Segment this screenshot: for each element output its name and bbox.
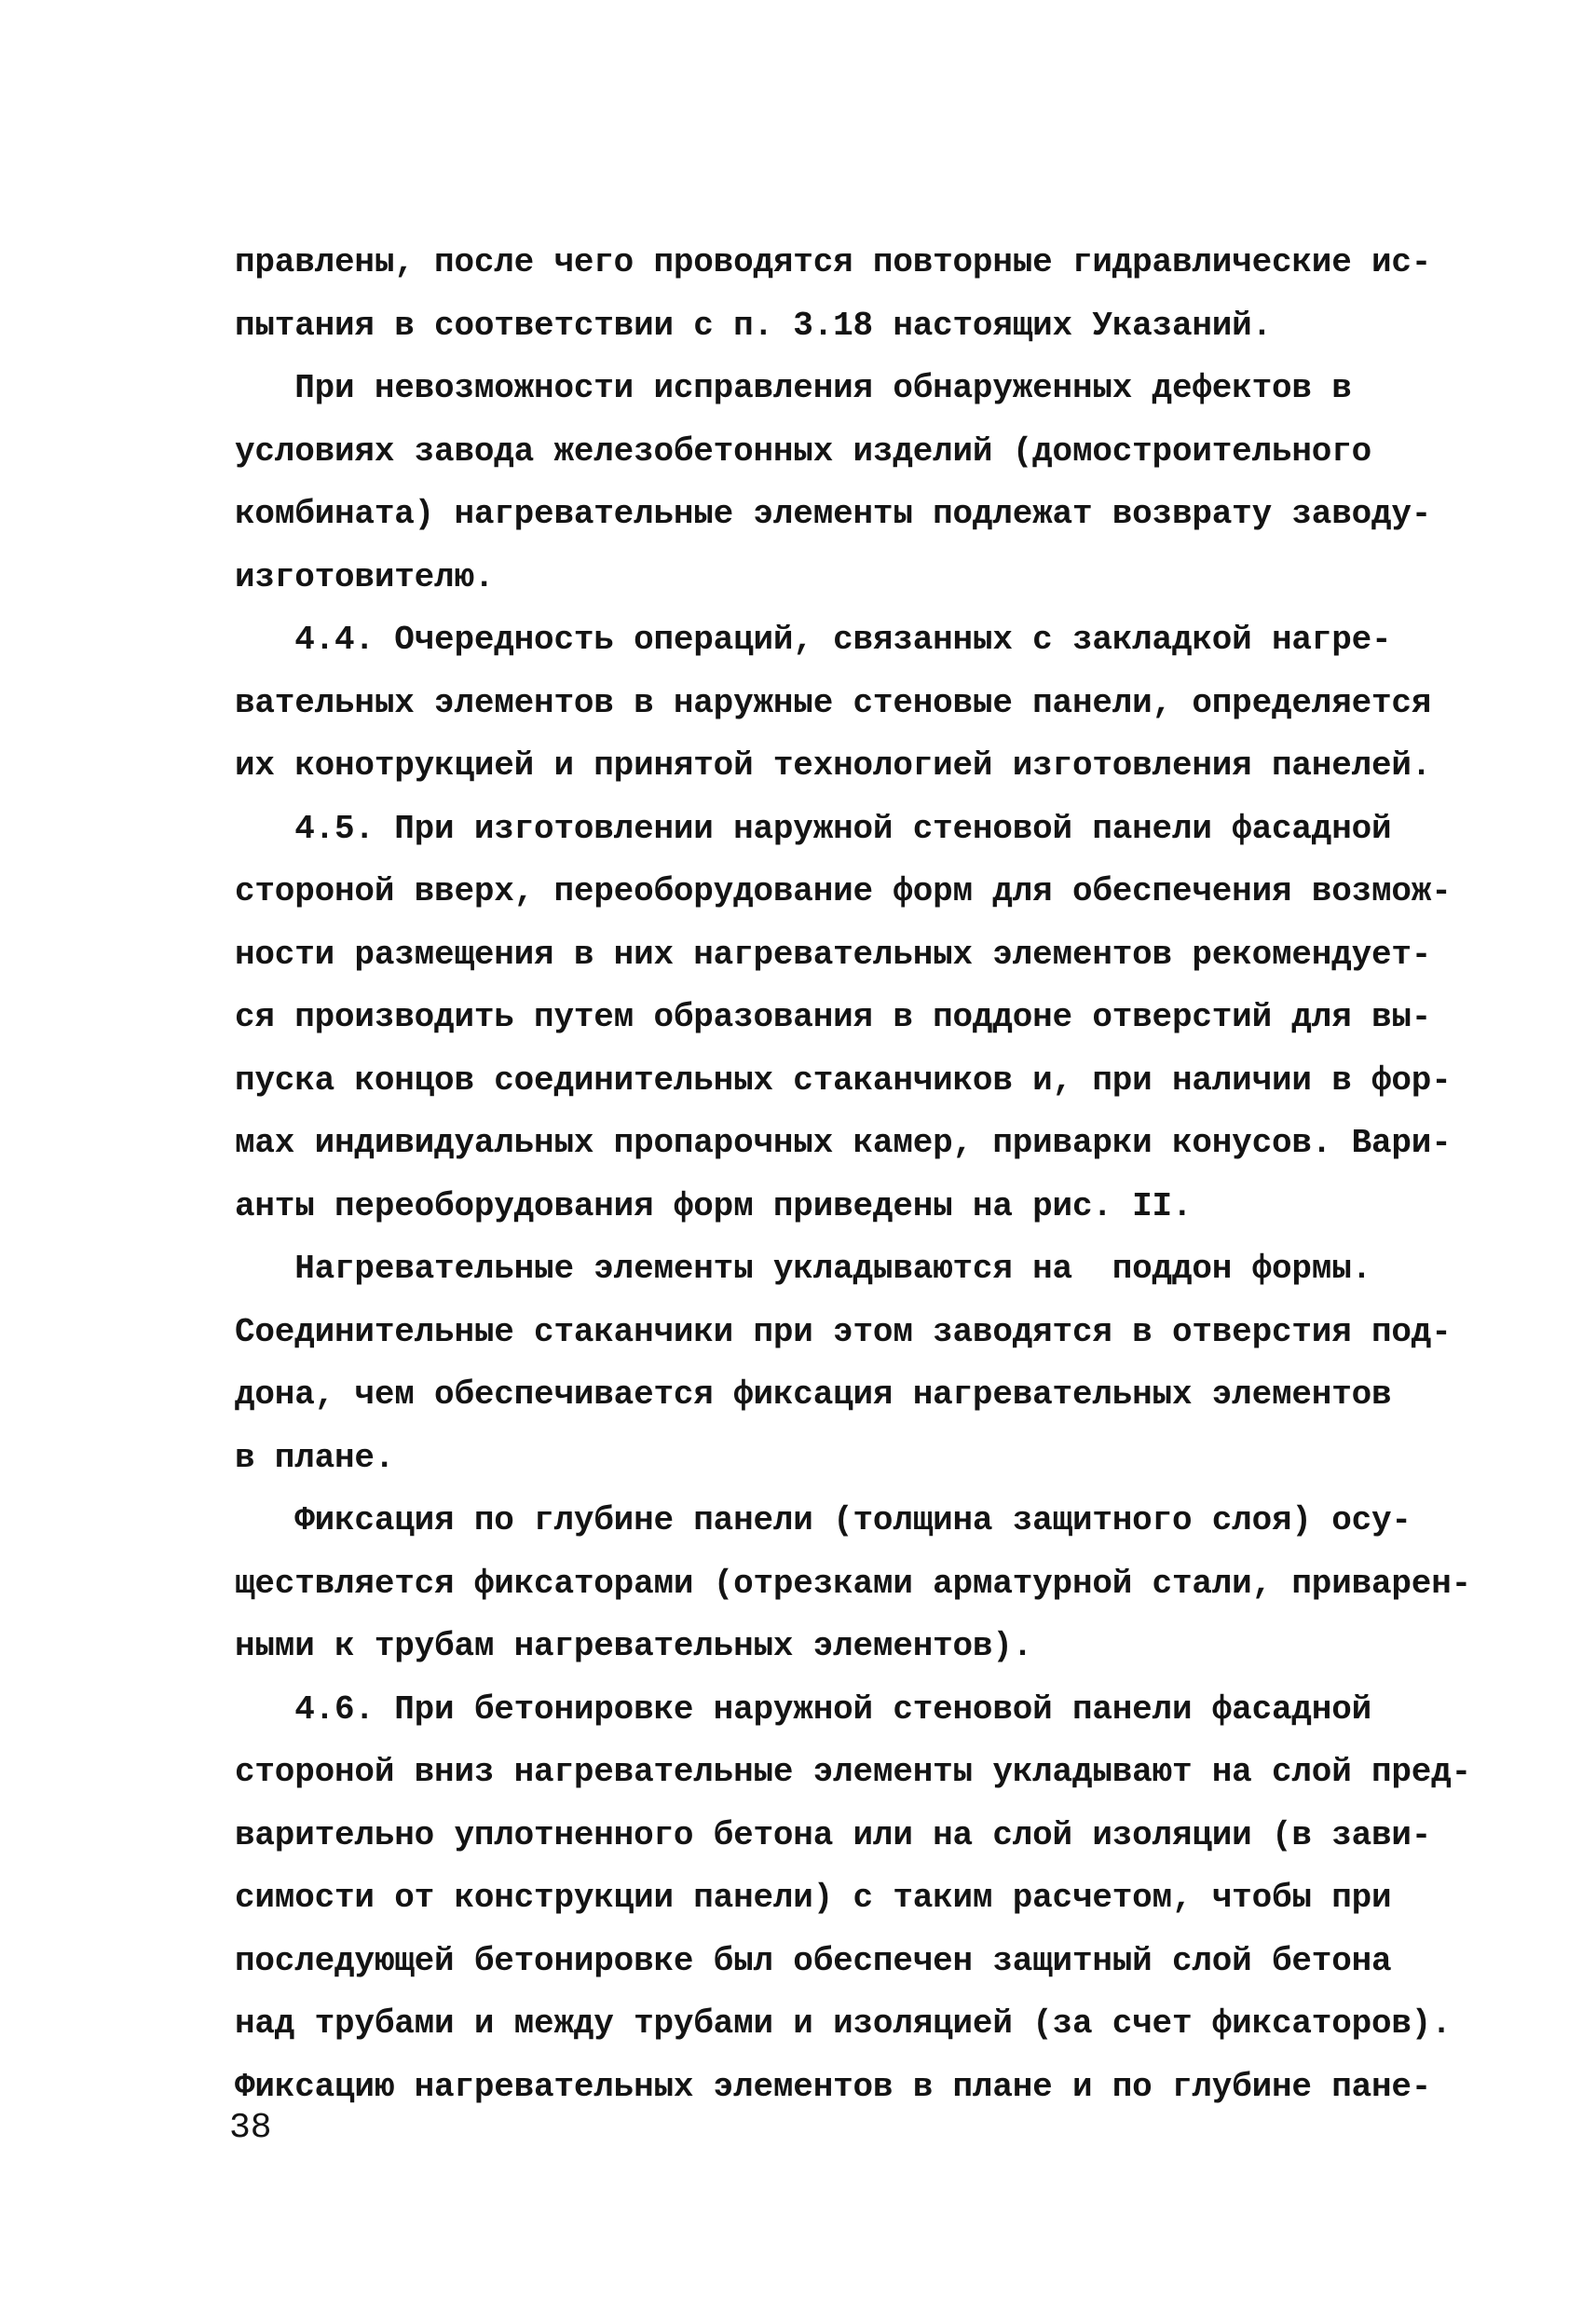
text-line: вательных элементов в наружные стеновые панели, определяется <box>235 683 1432 722</box>
text-line: комбината) нагревательные элементы подлежат возврату заводу- <box>235 495 1432 533</box>
text-line: анты переоборудования форм приведены на рис. II. <box>235 1186 1193 1225</box>
text-line: ся производить путем образования в поддоне отверстий для вы- <box>235 998 1432 1036</box>
text-line: правлены, после чего проводятся повторные гидравлические ис- <box>235 243 1432 281</box>
text-line: в плане. <box>235 1438 395 1477</box>
text-line: условиях завода железобетонных изделий (домостроительного <box>235 431 1372 471</box>
body-text <box>235 231 1472 2118</box>
text-line: 4.5. При изготовлении наружной стеновой панели фасадной <box>235 809 1392 848</box>
text-line: пуска концов соединительных стаканчиков и, при наличии в фор- <box>235 1060 1452 1100</box>
text-line: их конотрукцией и принятой технологией изготовления панелей. <box>235 746 1432 785</box>
text-line: 4.4. Очередность операций, связанных с закладкой нагре- <box>235 621 1392 659</box>
text-line: 4.6. При бетонировке наружной стеновой панели фасадной <box>235 1689 1372 1729</box>
text-line: стороной вверх, переоборудование форм для обеспечения возмож- <box>235 872 1452 910</box>
text-line: пытания в соответствии с п. 3.18 настоящих Указаний. <box>235 306 1272 345</box>
text-line: стороной вниз нагревательные элементы укладывают на слой пред- <box>235 1753 1472 1791</box>
text-line: ными к трубам нагревательных элементов). <box>235 1627 1033 1665</box>
text-line: мах индивидуальных пропарочных камер, приварки конусов. Вари- <box>235 1124 1452 1162</box>
text-line: над трубами и между трубами и изоляцией (за счет фиксаторов). <box>235 2004 1452 2043</box>
text-line: варительно уплотненного бетона или на слой изоляции (в зави- <box>235 1815 1432 1854</box>
text-line: симости от конструкции панели) с таким расчетом, чтобы при <box>235 1879 1392 1917</box>
text-line: последующей бетонировке был обеспечен защитный слой бетона <box>235 1941 1392 1980</box>
page-number: 38 <box>229 2108 272 2148</box>
text-line: Фиксация по глубине панели (толщина защитного слоя) осу- <box>235 1501 1412 1539</box>
text-line: ществляется фиксаторами (отрезками арматурной стали, приварен- <box>235 1564 1472 1603</box>
text-line: изготовителю. <box>235 557 495 596</box>
text-line: Фиксацию нагревательных элементов в плане и по глубине пане- <box>235 2067 1432 2106</box>
text-line: При невозможности исправления обнаруженных дефектов в <box>235 369 1352 407</box>
text-line: ности размещения в них нагревательных элементов рекомендует- <box>235 935 1432 974</box>
text-line: дона, чем обеспечивается фиксация нагревательных элементов <box>235 1375 1392 1414</box>
text-line: Соединительные стаканчики при этом заводятся в отверстия под- <box>235 1312 1452 1351</box>
text-line: Нагревательные элементы укладываются на поддон формы. <box>235 1250 1372 1288</box>
